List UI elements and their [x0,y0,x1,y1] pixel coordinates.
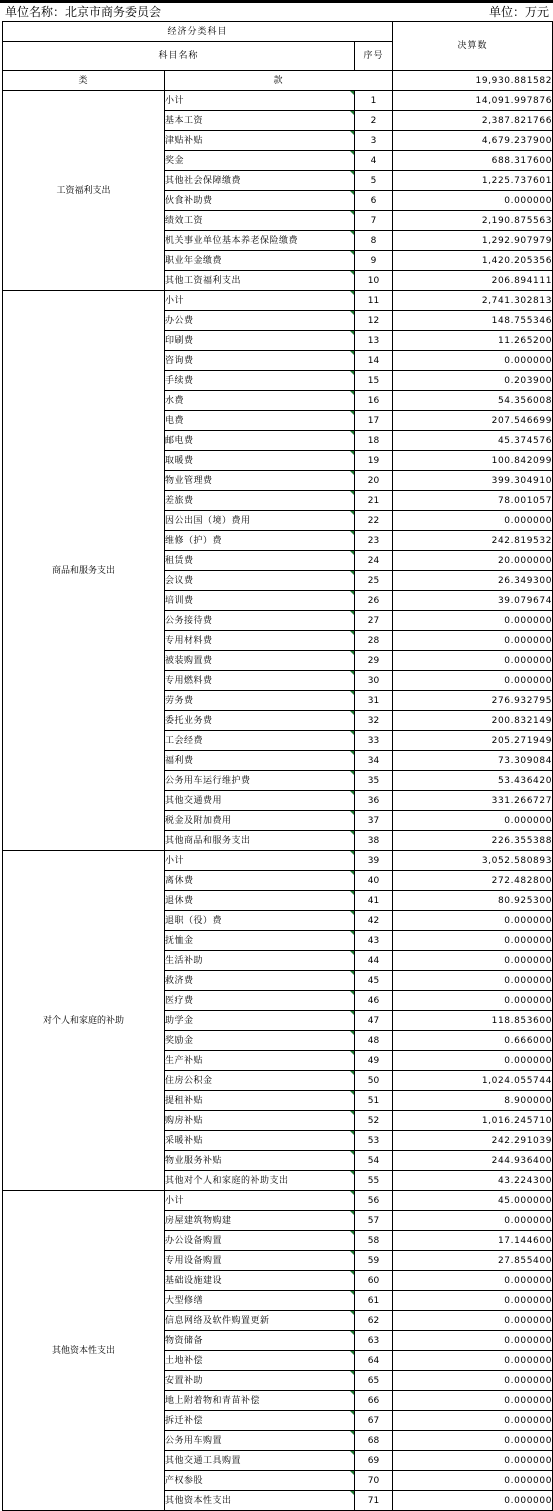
amount-cell: 26.349300 [393,571,553,591]
seq-header: 序号 [355,42,393,71]
seq-cell: 4 [355,151,393,171]
amount-cell: 45.000000 [393,1191,553,1211]
amount-cell: 0.000000 [393,811,553,831]
amount-cell: 118.853600 [393,1011,553,1031]
item-name-cell: 办公费 [165,311,355,331]
item-name-cell: 其他交通费用 [165,791,355,811]
category-cell: 其他资本性支出 [3,1191,165,1511]
category-cell: 工资福利支出 [3,91,165,291]
seq-cell: 16 [355,391,393,411]
amount-cell: 0.000000 [393,191,553,211]
amount-cell: 276.932795 [393,691,553,711]
item-name-cell: 小计 [165,291,355,311]
item-name-cell: 其他商品和服务支出 [165,831,355,851]
seq-cell: 20 [355,471,393,491]
item-name-cell: 差旅费 [165,491,355,511]
item-name-cell: 其他交通工具购置 [165,1451,355,1471]
amount-cell: 0.000000 [393,1311,553,1331]
amount-cell: 100.842099 [393,451,553,471]
amount-cell: 2,387.821766 [393,111,553,131]
amount-cell: 0.000000 [393,511,553,531]
item-name-cell: 专用燃料费 [165,671,355,691]
amount-cell: 20.000000 [393,551,553,571]
item-name-cell: 公务用车运行维护费 [165,771,355,791]
item-name-cell: 办公设备购置 [165,1231,355,1251]
amount-cell: 0.000000 [393,951,553,971]
item-name-cell: 伙食补助费 [165,191,355,211]
seq-cell: 42 [355,911,393,931]
seq-cell: 46 [355,991,393,1011]
amount-cell: 399.304910 [393,471,553,491]
item-name-cell: 职业年金缴费 [165,251,355,271]
item-name-cell: 其他对个人和家庭的补助支出 [165,1171,355,1191]
subject-name-header: 科目名称 [3,42,355,71]
item-name-cell: 其他资本性支出 [165,1491,355,1511]
category-cell: 对个人和家庭的补助 [3,851,165,1191]
item-name-cell: 小计 [165,851,355,871]
item-name-cell: 被装购置费 [165,651,355,671]
seq-cell: 30 [355,671,393,691]
item-name-cell: 取暖费 [165,451,355,471]
seq-cell: 25 [355,571,393,591]
amount-cell: 200.832149 [393,711,553,731]
item-name-cell: 退休费 [165,891,355,911]
seq-cell: 35 [355,771,393,791]
seq-cell: 5 [355,171,393,191]
amount-cell: 4,679.237900 [393,131,553,151]
seq-cell: 12 [355,311,393,331]
amount-cell: 244.936400 [393,1151,553,1171]
item-name-cell: 房屋建筑物购建 [165,1211,355,1231]
seq-cell: 45 [355,971,393,991]
amount-cell: 0.000000 [393,1291,553,1311]
seq-cell: 37 [355,811,393,831]
item-name-cell: 绩效工资 [165,211,355,231]
item-name-cell: 工会经费 [165,731,355,751]
amount-cell: 0.000000 [393,651,553,671]
seq-cell: 47 [355,1011,393,1031]
seq-cell: 23 [355,531,393,551]
item-name-cell: 印刷费 [165,331,355,351]
seq-cell: 17 [355,411,393,431]
seq-cell: 63 [355,1331,393,1351]
seq-cell: 21 [355,491,393,511]
seq-cell: 65 [355,1371,393,1391]
amount-cell: 1,420.205356 [393,251,553,271]
item-name-cell: 拆迁补偿 [165,1411,355,1431]
seq-cell: 43 [355,931,393,951]
item-name-cell: 住房公积金 [165,1071,355,1091]
seq-cell: 48 [355,1031,393,1051]
item-name-cell: 大型修缮 [165,1291,355,1311]
seq-cell: 26 [355,591,393,611]
seq-cell: 68 [355,1431,393,1451]
header-row-total [3,71,553,91]
unit-name-label: 单位名称：北京市商务委员会 [5,5,162,19]
seq-cell: 56 [355,1191,393,1211]
seq-cell: 70 [355,1471,393,1491]
seq-cell: 11 [355,291,393,311]
item-name-cell: 专用材料费 [165,631,355,651]
seq-cell: 38 [355,831,393,851]
seq-cell: 10 [355,271,393,291]
seq-cell: 61 [355,1291,393,1311]
item-name-cell: 咨询费 [165,351,355,371]
budget-table [2,21,553,1511]
amount-cell: 2,741.302813 [393,291,553,311]
item-name-cell: 劳务费 [165,691,355,711]
item-name-cell: 公务接待费 [165,611,355,631]
item-name-cell: 物业管理费 [165,471,355,491]
amount-cell: 8.900000 [393,1091,553,1111]
item-name-cell: 生产补贴 [165,1051,355,1071]
amount-cell: 1,225.737601 [393,171,553,191]
item-name-cell: 物业服务补贴 [165,1151,355,1171]
amount-cell: 226.355388 [393,831,553,851]
amount-cell: 1,024.055744 [393,1071,553,1091]
item-name-cell: 因公出国（境）费用 [165,511,355,531]
item-name-cell: 离休费 [165,871,355,891]
item-name-cell: 基本工资 [165,111,355,131]
seq-cell: 66 [355,1391,393,1411]
amount-cell: 331.266727 [393,791,553,811]
seq-cell: 9 [355,251,393,271]
amount-cell: 80.925300 [393,891,553,911]
seq-cell: 71 [355,1491,393,1511]
item-name-cell: 抚恤金 [165,931,355,951]
header-row-econ [3,22,553,42]
item-name-cell: 小计 [165,1191,355,1211]
seq-cell: 24 [355,551,393,571]
item-name-cell: 生活补助 [165,951,355,971]
amount-cell: 27.855400 [393,1251,553,1271]
amount-header: 决算数 [393,22,553,71]
amount-cell: 272.482800 [393,871,553,891]
table-row [3,851,553,871]
amount-cell: 54.356008 [393,391,553,411]
seq-cell: 32 [355,711,393,731]
item-name-cell: 邮电费 [165,431,355,451]
item-name-cell: 培训费 [165,591,355,611]
item-name-cell: 专用设备购置 [165,1251,355,1271]
amount-cell: 0.000000 [393,1051,553,1071]
amount-cell: 0.000000 [393,1451,553,1471]
item-name-cell: 其他工资福利支出 [165,271,355,291]
item-name-cell: 土地补偿 [165,1351,355,1371]
table-row [3,291,553,311]
seq-cell: 40 [355,871,393,891]
amount-cell: 205.271949 [393,731,553,751]
seq-cell: 62 [355,1311,393,1331]
amount-cell: 0.000000 [393,1331,553,1351]
item-name-cell: 小计 [165,91,355,111]
seq-cell: 64 [355,1351,393,1371]
amount-cell: 688.317600 [393,151,553,171]
seq-cell: 14 [355,351,393,371]
seq-cell: 58 [355,1231,393,1251]
amount-cell: 17.144600 [393,1231,553,1251]
seq-cell: 49 [355,1051,393,1071]
seq-cell: 51 [355,1091,393,1111]
item-name-cell: 其他社会保障缴费 [165,171,355,191]
item-name-cell: 助学金 [165,1011,355,1031]
seq-cell: 2 [355,111,393,131]
amount-cell: 0.000000 [393,1371,553,1391]
seq-cell: 18 [355,431,393,451]
amount-cell: 1,016.245710 [393,1111,553,1131]
amount-cell: 0.000000 [393,1351,553,1371]
amount-cell: 0.000000 [393,1391,553,1411]
seq-cell: 13 [355,331,393,351]
seq-cell: 15 [355,371,393,391]
item-name-cell: 公务用车购置 [165,1431,355,1451]
amount-cell: 45.374576 [393,431,553,451]
amount-cell: 0.000000 [393,1471,553,1491]
amount-cell: 0.000000 [393,1491,553,1511]
lei-header: 类 [3,71,165,91]
amount-cell: 1,292.907979 [393,231,553,251]
seq-cell: 36 [355,791,393,811]
item-name-cell: 购房补贴 [165,1111,355,1131]
seq-cell: 55 [355,1171,393,1191]
amount-cell: 0.000000 [393,1211,553,1231]
amount-cell: 0.000000 [393,991,553,1011]
seq-cell: 60 [355,1271,393,1291]
amount-cell: 0.000000 [393,931,553,951]
seq-cell: 28 [355,631,393,651]
item-name-cell: 奖励金 [165,1031,355,1051]
seq-cell: 8 [355,231,393,251]
seq-cell: 39 [355,851,393,871]
seq-cell: 53 [355,1131,393,1151]
table-row [3,91,553,111]
seq-cell: 27 [355,611,393,631]
seq-cell: 57 [355,1211,393,1231]
total-amount: 19,930.881582 [393,71,553,91]
item-name-cell: 退职（役）费 [165,911,355,931]
seq-cell: 69 [355,1451,393,1471]
amount-cell: 0.000000 [393,971,553,991]
amount-cell: 0.203900 [393,371,553,391]
item-name-cell: 安置补助 [165,1371,355,1391]
category-cell: 商品和服务支出 [3,291,165,851]
seq-cell: 34 [355,751,393,771]
amount-cell: 14,091.997876 [393,91,553,111]
amount-cell: 39.079674 [393,591,553,611]
top-border [0,0,553,3]
seq-cell: 41 [355,891,393,911]
seq-cell: 59 [355,1251,393,1271]
econ-class-header: 经济分类科目 [3,22,393,42]
amount-cell: 78.001057 [393,491,553,511]
item-name-cell: 物资储备 [165,1331,355,1351]
amount-cell: 242.291039 [393,1131,553,1151]
amount-cell: 0.000000 [393,911,553,931]
item-name-cell: 采暖补贴 [165,1131,355,1151]
seq-cell: 19 [355,451,393,471]
item-name-cell: 机关事业单位基本养老保险缴费 [165,231,355,251]
amount-cell: 0.000000 [393,1411,553,1431]
amount-cell: 43.224300 [393,1171,553,1191]
amount-cell: 0.000000 [393,351,553,371]
amount-cell: 73.309084 [393,751,553,771]
item-name-cell: 水费 [165,391,355,411]
item-name-cell: 基础设施建设 [165,1271,355,1291]
seq-cell: 50 [355,1071,393,1091]
seq-cell: 67 [355,1411,393,1431]
amount-cell: 11.265200 [393,331,553,351]
item-name-cell: 信息网络及软件购置更新 [165,1311,355,1331]
seq-cell: 6 [355,191,393,211]
item-name-cell: 救济费 [165,971,355,991]
seq-cell: 7 [355,211,393,231]
seq-cell: 31 [355,691,393,711]
item-name-cell: 医疗费 [165,991,355,1011]
item-name-cell: 津贴补贴 [165,131,355,151]
seq-cell: 3 [355,131,393,151]
amount-cell: 148.755346 [393,311,553,331]
item-name-cell: 产权参股 [165,1471,355,1491]
item-name-cell: 税金及附加费用 [165,811,355,831]
item-name-cell: 电费 [165,411,355,431]
item-name-cell: 会议费 [165,571,355,591]
item-name-cell: 奖金 [165,151,355,171]
item-name-cell: 委托业务费 [165,711,355,731]
unit-measure-label: 单位：万元 [488,5,549,19]
amount-cell: 0.666000 [393,1031,553,1051]
table-body [3,91,553,1511]
amount-cell: 0.000000 [393,631,553,651]
seq-cell: 44 [355,951,393,971]
item-name-cell: 租赁费 [165,551,355,571]
seq-cell: 33 [355,731,393,751]
seq-cell: 54 [355,1151,393,1171]
item-name-cell: 维修（护）费 [165,531,355,551]
amount-cell: 0.000000 [393,1271,553,1291]
item-name-cell: 提租补贴 [165,1091,355,1111]
kuan-header: 款 [165,71,393,91]
seq-cell: 29 [355,651,393,671]
amount-cell: 3,052.580893 [393,851,553,871]
amount-cell: 0.000000 [393,671,553,691]
seq-cell: 1 [355,91,393,111]
item-name-cell: 福利费 [165,751,355,771]
amount-cell: 207.546699 [393,411,553,431]
amount-cell: 2,190.875563 [393,211,553,231]
seq-cell: 22 [355,511,393,531]
seq-cell: 52 [355,1111,393,1131]
amount-cell: 206.894111 [393,271,553,291]
amount-cell: 0.000000 [393,1431,553,1451]
table-row [3,1191,553,1211]
item-name-cell: 手续费 [165,371,355,391]
item-name-cell: 地上附着物和青苗补偿 [165,1391,355,1411]
amount-cell: 53.436420 [393,771,553,791]
amount-cell: 242.819532 [393,531,553,551]
amount-cell: 0.000000 [393,611,553,631]
